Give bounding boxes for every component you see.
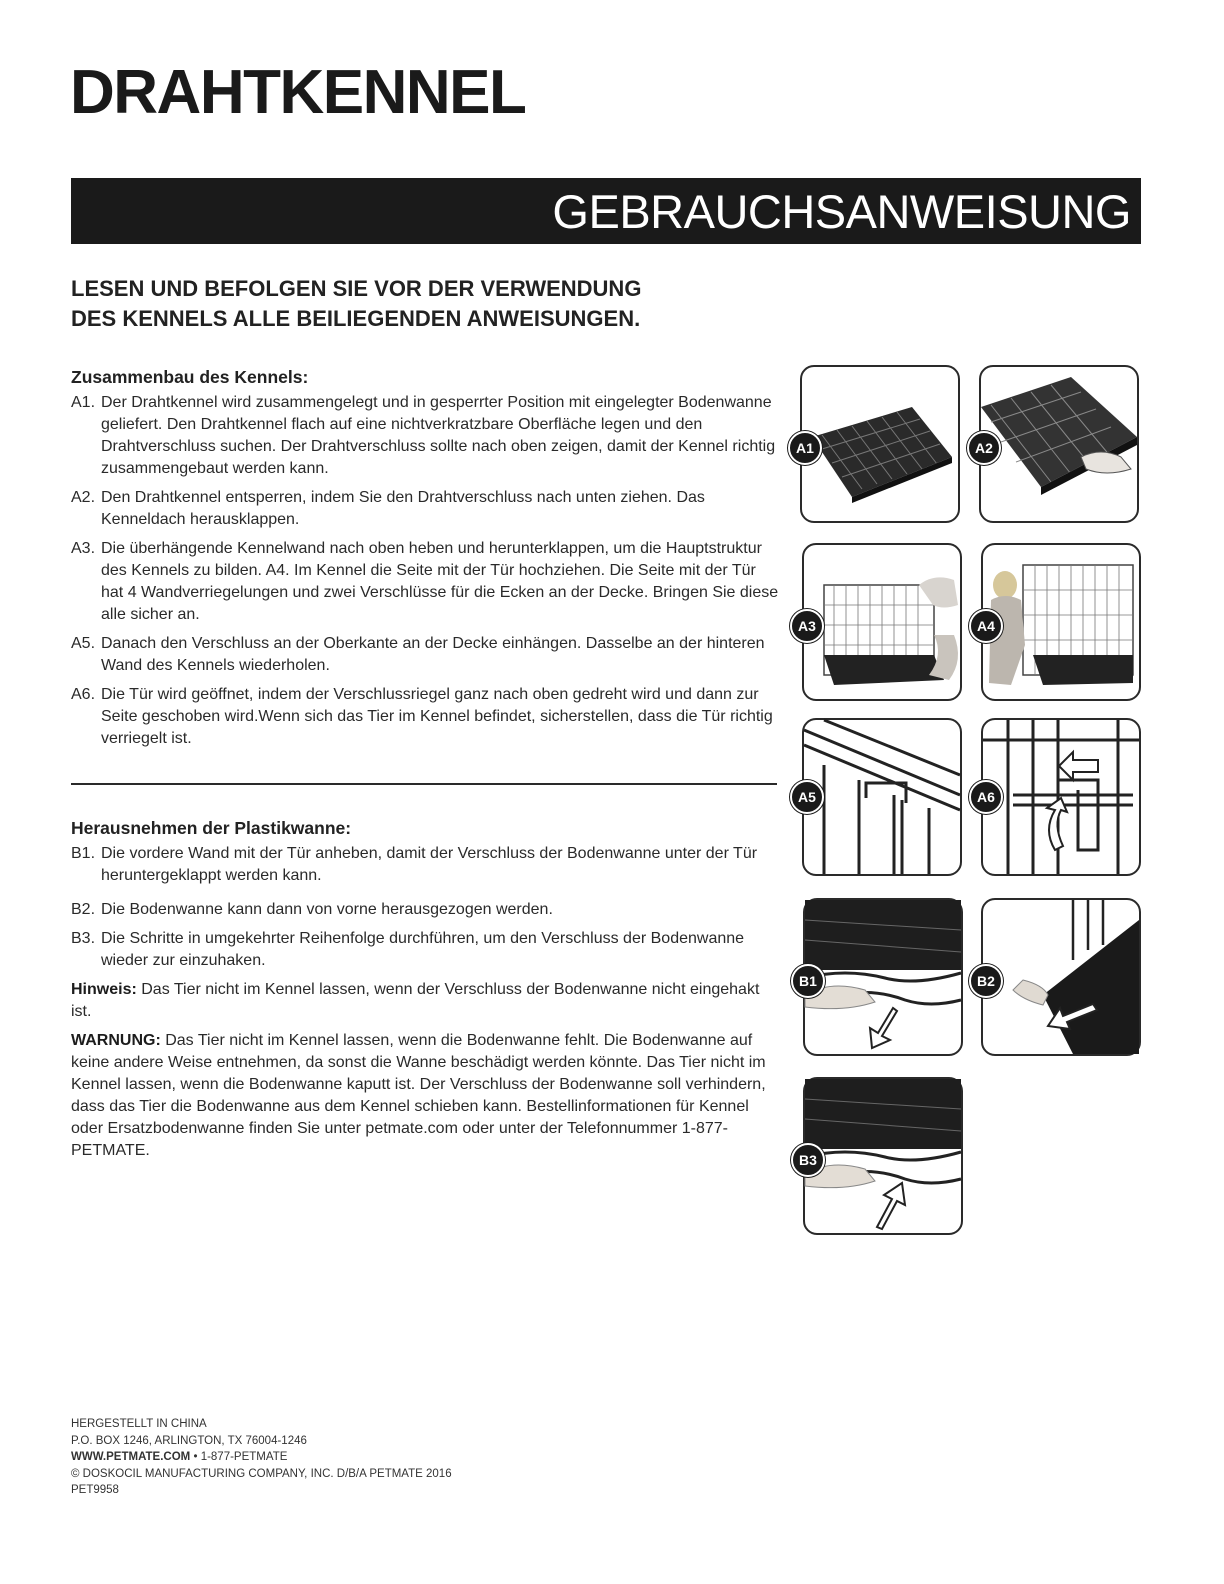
figure-a6-door-latch	[977, 718, 1141, 876]
step-text: Die vordere Wand mit der Tür anheben, damit der Verschluss der Bodenwanne unter der Tür heruntergeklappt werden kann.	[101, 845, 758, 884]
warning-text: Das Tier nicht im Kennel lassen, wenn die Bodenwanne fehlt. Die Bodenwanne auf keine andere Weise entnehmen, da sonst die Wanne beschädigt werden könnte. Das Tier nicht im Kennel lassen, wenn die Bodenwanne kaputt ist. Der Verschluss der Bodenwanne soll verhindern, dass das Tier die Bodenwanne aus dem Kennel schieben kann. Bestellinformationen für Kennel oder Ersatzbodenwanne finden Sie unter petmate.com oder unter der Telefonnummer 1-877-PETMATE.	[71, 1032, 766, 1159]
address-line: P.O. BOX 1246, ARLINGTON, TX 76004-1246	[71, 1434, 307, 1447]
made-in-line: HERGESTELLT IN CHINA	[71, 1418, 207, 1430]
warning-paragraph	[71, 1030, 781, 1162]
figure-b3-rehook	[799, 1077, 963, 1235]
step-text: Die überhängende Kennelwand nach oben heben und herunterklappen, um die Hauptstruktur des Kennels zu bilden. A4. Im Kennel die Seite mit der Tür hochziehen. Die Seite mit der Tür hat 4 Wandverriegelungen und zwei Verschlüsse für die Ecken an der Decke. Bringen Sie diese alle sicher an.	[101, 540, 779, 623]
figure-a2-unlocking	[975, 365, 1139, 523]
note-paragraph	[71, 979, 781, 1023]
figure-a4-door-side	[977, 543, 1141, 701]
figure-badge: A4	[969, 609, 1003, 643]
step-a6	[71, 684, 781, 750]
tray-removal-section	[71, 817, 781, 1169]
banner-title: GEBRAUCHSANWEISUNG	[552, 185, 1131, 238]
separator-dot: •	[193, 1451, 198, 1463]
note-label: Hinweis:	[71, 981, 137, 998]
instructions-banner	[71, 178, 1141, 244]
step-code: A3.	[71, 540, 96, 557]
step-a5	[71, 633, 781, 677]
figure-badge: A1	[788, 431, 822, 465]
product-title: DRAHTKENNEL	[70, 58, 526, 127]
figure-a1-folded-kennel	[796, 365, 960, 523]
step-code: B1.	[71, 845, 96, 862]
step-text: Den Drahtkennel entsperren, indem Sie den Drahtverschluss nach unten ziehen. Das Kenneldach herausklappen.	[101, 489, 705, 528]
step-text: Die Schritte in umgekehrter Reihenfolge durchführen, um den Verschluss der Bodenwanne wieder zur einzuhaken.	[101, 930, 745, 969]
step-a3	[71, 538, 781, 626]
figure-b2-pull-tray	[977, 898, 1141, 1056]
intro-line-2: DES KENNELS ALLE BEILIEGENDEN ANWEISUNGEN.	[71, 306, 641, 331]
note-text: Das Tier nicht im Kennel lassen, wenn der Verschluss der Bodenwanne nicht eingehakt ist.	[71, 981, 760, 1020]
intro-line-1: LESEN UND BEFOLGEN SIE VOR DER VERWENDUNG	[71, 276, 642, 301]
figure-badge: A6	[969, 780, 1003, 814]
step-a2	[71, 487, 781, 531]
section-divider	[71, 783, 777, 785]
copyright-line: © DOSKOCIL MANUFACTURING COMPANY, INC. D/B/A PETMATE 2016	[71, 1467, 452, 1480]
step-b2	[71, 899, 781, 921]
footer	[71, 1416, 452, 1499]
figure-badge: A2	[967, 431, 1001, 465]
figure-b1-lift-front	[799, 898, 963, 1056]
tray-removal-steps	[71, 843, 781, 972]
sku-line: PET9958	[71, 1484, 119, 1496]
figure-a3-raising-wall	[798, 543, 962, 701]
figure-badge: B3	[791, 1143, 825, 1177]
figure-badge: B2	[969, 964, 1003, 998]
step-b3	[71, 928, 781, 972]
warning-label: WARNUNG:	[71, 1032, 161, 1049]
assembly-steps	[71, 392, 781, 750]
step-text: Danach den Verschluss an der Oberkante an der Decke einhängen. Dasselbe an der hinteren Wand des Kennels wiederholen.	[101, 635, 765, 674]
assembly-heading: Zusammenbau des Kennels:	[71, 367, 309, 387]
step-code: A6.	[71, 686, 96, 703]
step-code: A2.	[71, 489, 96, 506]
tray-removal-heading: Herausnehmen der Plastikwanne:	[71, 818, 352, 838]
intro-warning	[71, 274, 771, 334]
assembly-section	[71, 366, 781, 757]
figure-badge: B1	[791, 964, 825, 998]
figure-a5-top-latch	[798, 718, 962, 876]
step-code: B2.	[71, 901, 96, 918]
step-a1	[71, 392, 781, 480]
step-text: Die Tür wird geöffnet, indem der Verschlussriegel ganz nach oben gedreht wird und dann zur Seite geschoben wird.Wenn sich das Tier im Kennel befindet, sicherstellen, dass die Tür richtig verriegelt ist.	[101, 686, 773, 747]
step-b1	[71, 843, 781, 887]
step-code: A1.	[71, 394, 96, 411]
step-code: B3.	[71, 930, 96, 947]
phone-number: 1-877-PETMATE	[200, 1451, 288, 1463]
step-text: Die Bodenwanne kann dann von vorne herausgezogen werden.	[101, 901, 553, 918]
website-link[interactable]: WWW.PETMATE.COM	[71, 1451, 191, 1463]
step-code: A5.	[71, 635, 96, 652]
step-text: Der Drahtkennel wird zusammengelegt und in gesperrter Position mit eingelegter Bodenwanne geliefert. Den Drahtkennel flach auf eine nichtverkratzbare Oberfläche legen und den Drahtverschluss suchen. Der Drahtverschluss sollte nach oben zeigen, damit der Kennel richtig zusammengebaut werden kann.	[101, 394, 776, 477]
figure-badge: A5	[790, 780, 824, 814]
contact-line	[71, 1449, 452, 1466]
figure-badge: A3	[790, 609, 824, 643]
